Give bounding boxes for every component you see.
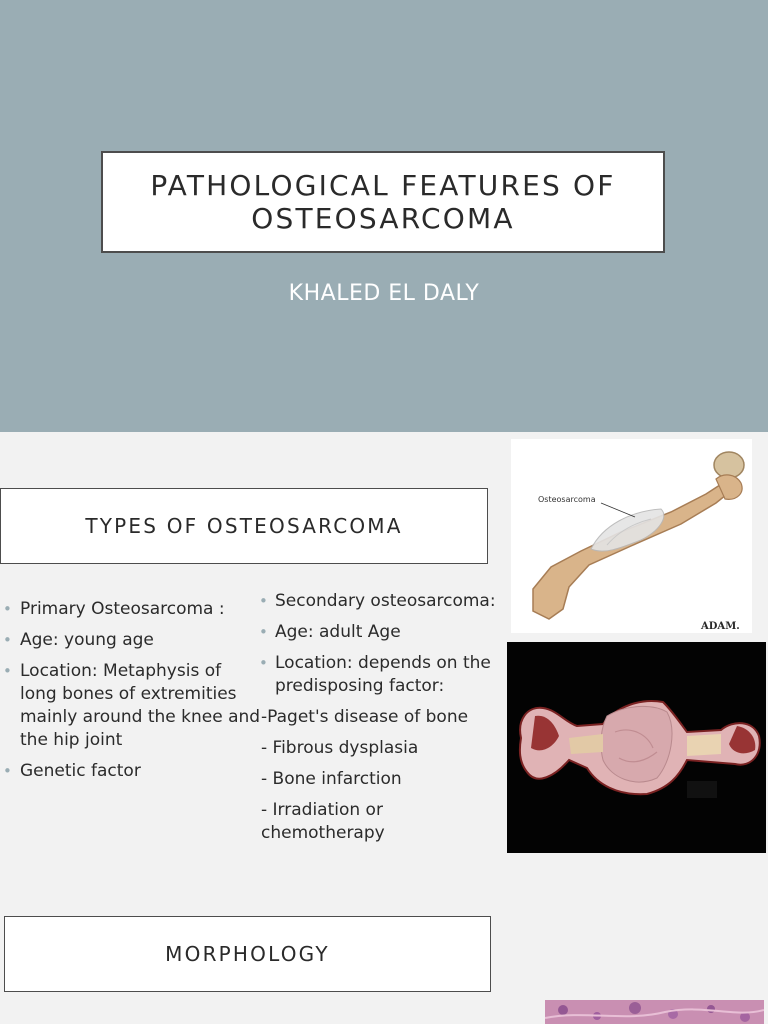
author-name: KHALED EL DALY <box>288 281 480 306</box>
slide-title: PATHOLOGICAL FEATURES OF OSTEOSARCOMA <box>150 169 616 235</box>
types-heading-box <box>0 488 488 564</box>
femur-drawing <box>511 439 752 633</box>
osteosarcoma-label: Osteosarcoma <box>538 495 596 504</box>
femur-illustration <box>511 439 752 633</box>
secondary-column <box>256 590 508 853</box>
list-item: • Age: adult Age <box>256 621 508 644</box>
types-heading: TYPES OF OSTEOSARCOMA <box>85 514 403 538</box>
list-item: • Location: Metaphysis of long bones of extremities mainly around the knee and the hip joint <box>0 660 262 752</box>
factor-line: - Fibrous dysplasia <box>261 738 419 758</box>
specimen-photo <box>507 642 766 853</box>
morphology-heading-box <box>4 916 491 992</box>
title-box <box>101 151 665 253</box>
list-item: • Primary Osteosarcoma : <box>0 598 262 621</box>
content-slide <box>0 432 768 1024</box>
primary-column <box>0 598 262 791</box>
factor-line: - Bone infarction <box>261 769 402 789</box>
morphology-heading: MORPHOLOGY <box>165 942 330 966</box>
specimen-drawing <box>507 642 766 853</box>
factor-line: - Irradiation or chemotherapy <box>261 800 385 843</box>
adam-logo: ADAM. <box>701 621 740 632</box>
title-slide <box>0 0 768 432</box>
histology-drawing <box>545 1000 764 1024</box>
factor-line: -Paget's disease of bone <box>261 707 469 727</box>
list-item: • Genetic factor <box>0 760 262 783</box>
list-item: • Secondary osteosarcoma: <box>256 590 508 613</box>
list-item: • Location: depends on the predisposing factor: <box>256 652 508 698</box>
list-item: • Age: young age <box>0 629 262 652</box>
histology-photo <box>545 1000 764 1024</box>
